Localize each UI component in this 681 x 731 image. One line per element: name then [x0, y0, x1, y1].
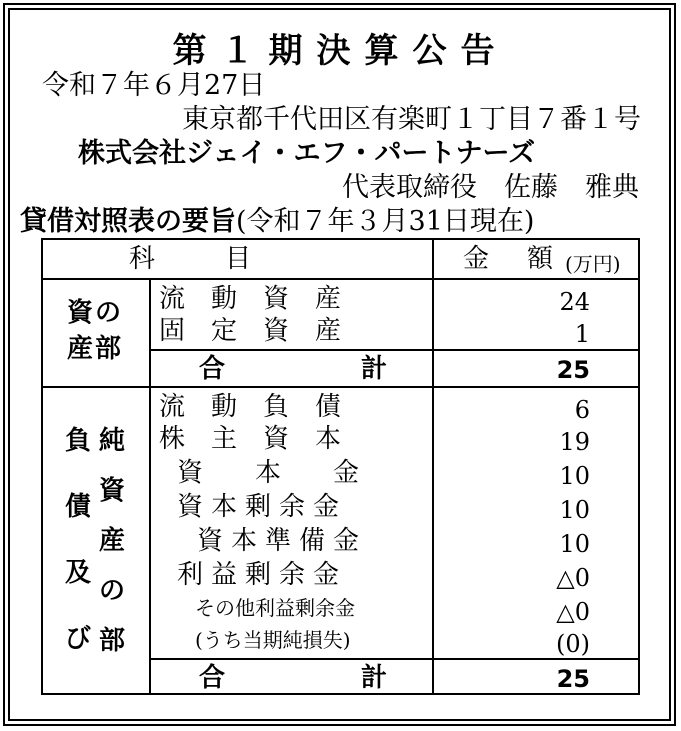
- section-divider: [43, 386, 638, 388]
- liab-row-name: 資本剰余金: [177, 492, 348, 522]
- liab-label-3: 及: [65, 558, 92, 588]
- liab-row-name: 資本準備金: [197, 526, 368, 556]
- liab-row-value: 10: [559, 462, 590, 490]
- header-divider: [43, 278, 638, 280]
- liab-row-name: 流 動 負 債: [159, 392, 342, 422]
- notice-date: 令和７年６月27日: [42, 70, 266, 101]
- liab-row-name: 株 主 資 本: [159, 424, 342, 454]
- liab-row-value: 6: [574, 396, 590, 424]
- balance-sheet-period: (令和７年３月31日現在): [236, 206, 535, 237]
- liab-row-value: 10: [559, 530, 590, 558]
- liab-row-name: その他利益剰余金: [195, 596, 355, 620]
- liabilities-total-label: 合: [199, 663, 226, 693]
- label-column-divider: [149, 278, 151, 693]
- liabilities-total-divider: [149, 658, 638, 660]
- net-label-5: 部: [99, 626, 126, 656]
- asset-row-name: 流 動 資 産: [159, 284, 342, 314]
- liabilities-total-label-2: 計: [361, 663, 388, 693]
- liab-label-4: び: [65, 624, 92, 654]
- header-amount: 金 額: [463, 244, 560, 274]
- assets-total-divider: [149, 349, 638, 351]
- amount-column-divider: [432, 240, 434, 693]
- liab-row-name: 利益剰余金: [177, 560, 348, 590]
- liab-row-value: 10: [559, 496, 590, 524]
- liab-row-value: (0): [556, 630, 590, 658]
- liab-row-value: 19: [559, 428, 590, 456]
- liab-label-2: 債: [65, 492, 92, 522]
- liab-row-value: △0: [556, 564, 590, 592]
- balance-sheet-table: [41, 238, 640, 695]
- liab-label-1: 負: [65, 426, 92, 456]
- asset-row-value: 24: [559, 288, 590, 316]
- asset-row-name: 固 定 資 産: [159, 316, 342, 346]
- net-label-3: 産: [99, 526, 126, 556]
- header-unit: (万円): [565, 252, 621, 276]
- liabilities-total-value: 25: [556, 665, 590, 693]
- balance-sheet-title: 貸借対照表の要旨: [20, 206, 236, 237]
- assets-total-label: 合: [199, 354, 226, 384]
- liab-row-name: 資 本 金: [177, 458, 360, 488]
- company-address: 東京都千代田区有楽町１丁目７番１号: [182, 104, 641, 135]
- assets-label-1: 資の: [67, 298, 124, 328]
- net-label-1: 純: [99, 426, 126, 456]
- liab-row-name: (うち当期純損失): [195, 628, 351, 652]
- net-label-4: の: [99, 576, 126, 606]
- representative: 代表取締役 佐藤 雅典: [342, 172, 639, 203]
- company-name: 株式会社ジェイ・エフ・パートナーズ: [78, 138, 536, 169]
- assets-label-2: 産部: [67, 334, 124, 364]
- notice-title: 第１期決算公告: [172, 31, 509, 71]
- header-item: 科 目: [129, 244, 258, 274]
- assets-total-value: 25: [556, 356, 590, 384]
- assets-total-label-2: 計: [361, 354, 388, 384]
- balance-sheet-heading: [20, 208, 534, 235]
- net-label-2: 資: [99, 476, 126, 506]
- liab-row-value: △0: [556, 598, 590, 626]
- asset-row-value: 1: [574, 320, 590, 348]
